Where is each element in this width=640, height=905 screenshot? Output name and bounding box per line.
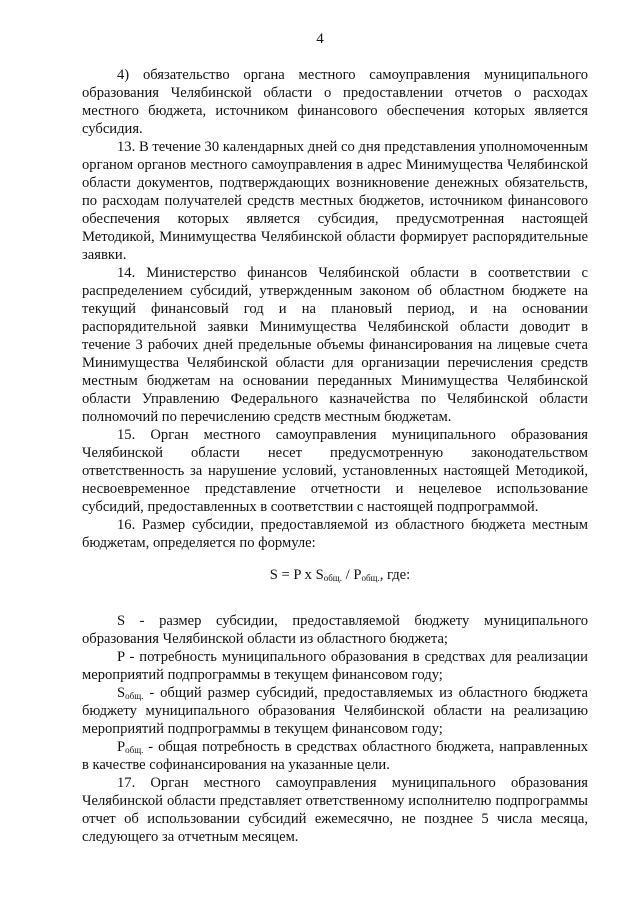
paragraph-16: 16. Размер субсидии, предоставляемой из областного бюджета местным бюджетам, определяется по формуле: xyxy=(82,517,588,551)
formula-sub-s-total: общ. xyxy=(323,573,342,583)
formula-sub-p-total: общ. xyxy=(361,573,380,583)
definition-s-total xyxy=(82,684,588,738)
page-number: 4 xyxy=(316,31,324,47)
subsidy-formula xyxy=(82,566,588,584)
definition-p-total xyxy=(82,738,588,774)
paragraph-13: 13. В течение 30 календарных дней со дня представления уполномоченным органом органов местного самоуправления в адрес Минимущества Челябинской области документов, подтверждающих возникновение денежных обязательств, по расходам получателей средств местных бюджетов, источником финансового обеспечения которых является субсидия, предусмотренная настоящей Методикой, Минимущества Челябинской области формирует распорядительные заявки. xyxy=(82,139,588,263)
formula-lhs: S = P x S xyxy=(269,567,324,583)
definition-p-total-text: - общая потребность в средствах областного бюджета, направленных в качестве софинансирования на указанные цели. xyxy=(82,739,588,773)
definition-s: S - размер субсидии, предоставляемой бюджету муниципального образования Челябинской области из областного бюджета; xyxy=(82,613,588,647)
formula-tail: , где: xyxy=(379,567,411,583)
definition-p-total-symbol: P xyxy=(117,739,126,755)
paragraph-14: 14. Министерство финансов Челябинской области в соответствии с распределением субсидий, утвержденным законом об областном бюджете на текущий финансовый год и на плановый период, и на основании распорядительной заявки Минимущества Челябинской области доводит в течение 3 рабочих дней предельные объемы финансирования на лицевые счета Минимущества Челябинской области для организации перечисления средств местным бюджетам на основании переданных Минимущества Челябинской области Управлению Федерального казначейства по Челябинской области полномочий по перечислению средств местным бюджетам. xyxy=(82,265,588,425)
formula-mid: / P xyxy=(341,567,362,583)
definition-s-total-sub: общ. xyxy=(125,691,144,701)
document-body xyxy=(82,66,588,846)
definition-s-total-text: - общий размер субсидий, предоставляемых из областного бюджета бюджету муниципального образования Челябинской области на реализацию мероприятий подпрограммы в текущем финансовом году; xyxy=(82,685,588,737)
paragraph-17: 17. Орган местного самоуправления муниципального образования Челябинской области представляет ответственному исполнителю подпрограммы отчет об использовании субсидий ежемесячно, не позднее 5 числа месяца, следующего за отчетным месяцем. xyxy=(82,775,588,845)
definition-p-total-sub: общ. xyxy=(125,745,144,755)
paragraph-item-4: 4) обязательство органа местного самоуправления муниципального образования Челябинской области о предоставлении отчетов о расходах местного бюджета, источником финансового обеспечения которых является субсидия. xyxy=(82,67,588,137)
paragraph-15: 15. Орган местного самоуправления муниципального образования Челябинской области несет предусмотренную законодательством ответственность за нарушение условий, установленных настоящей Методикой, несвоевременное представление отчетности и нецелевое использование субсидий, предоставленных в соответствии с настоящей подпрограммой. xyxy=(82,427,588,515)
definition-s-total-symbol: S xyxy=(117,685,126,701)
definition-p: P - потребность муниципального образования в средствах для реализации мероприятий подпрограммы в текущем финансовом году; xyxy=(82,649,588,683)
